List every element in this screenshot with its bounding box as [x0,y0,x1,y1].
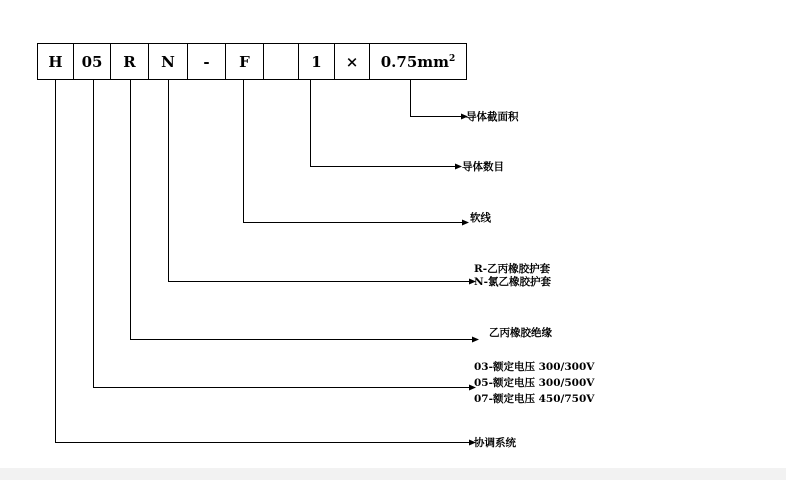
line-sheath [169,80,471,282]
arrow-conductor-count [455,164,462,170]
line-voltage [94,80,471,388]
code-cell-count: 1 [299,44,335,80]
bottom-band [0,468,786,480]
label-voltage-07: 07-额定电压 450/750V [474,393,595,405]
line-insulation [131,80,474,340]
code-cell-times: × [335,44,370,80]
code-cell-sheath: N [149,44,188,80]
label-flexible: 软线 [470,212,491,224]
label-conductor-count: 导体数目 [462,161,504,173]
label-sheath-r: R-乙丙橡胶护套 [474,263,551,275]
line-conductor-count [311,80,457,167]
label-voltage-03: 03-额定电压 300/300V [474,361,595,373]
label-standard: 协调系统 [474,437,516,449]
code-cell-insulation: R [111,44,149,80]
label-insulation: 乙丙橡胶绝缘 [489,327,552,339]
code-cell-flexible: F [226,44,264,80]
line-standard [56,80,471,443]
code-cell-voltage: 05 [74,44,111,80]
line-flexible [244,80,464,223]
code-cell-standard: H [38,44,74,80]
area-superscript: 2 [449,53,456,64]
label-sheath-n: N-氯乙橡胶护套 [474,276,551,288]
arrow-insulation [472,337,479,343]
label-conductor-area: 导体截面积 [466,111,519,123]
arrow-flexible [462,220,469,226]
code-cell-dash: - [188,44,226,80]
area-value: 0.75mm [380,52,449,71]
label-voltage-05: 05-额定电压 300/500V [474,377,595,389]
line-conductor-area [411,80,463,117]
